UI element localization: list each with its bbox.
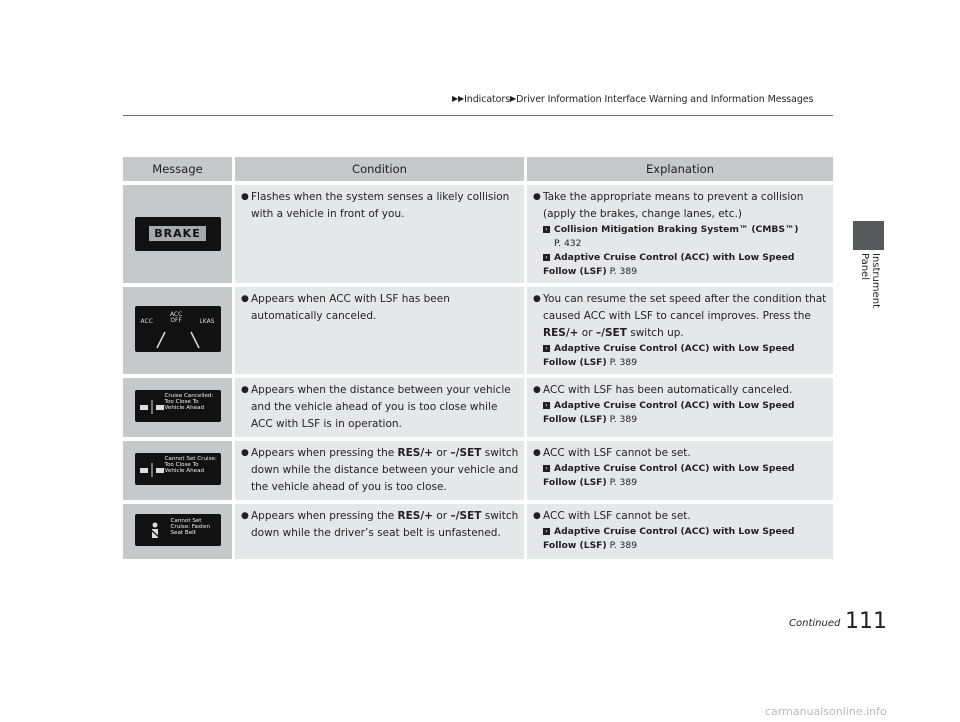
too-close-display-image xyxy=(135,390,221,422)
bullet-icon: ● xyxy=(241,294,249,304)
section-label: Instrument Panel xyxy=(859,253,881,309)
bullet-icon: ● xyxy=(241,448,249,458)
cross-reference[interactable]: › Adaptive Cruise Control (ACC) with Low Speed Follow (LSF) P. 389 xyxy=(543,343,795,368)
vehicle-distance-icon xyxy=(139,397,165,417)
cruise-cancelled-text: Cruise Cancelled: Too Close To Vehicle Ahead xyxy=(164,393,214,412)
explanation-cell xyxy=(527,437,833,500)
breadcrumb-arrow-icon: ▶ xyxy=(510,94,517,103)
acc-off-display-image xyxy=(135,306,221,352)
cross-reference[interactable]: › Collision Mitigation Braking System™ (CMBS™) P. 432 xyxy=(543,223,827,251)
condition-cell xyxy=(235,437,527,500)
breadcrumb-part-1[interactable]: Indicators xyxy=(464,94,511,105)
seat-belt-icon xyxy=(145,521,165,541)
reference-arrow-icon: › xyxy=(543,465,550,472)
table-row xyxy=(123,374,833,437)
table-header-row xyxy=(123,157,833,181)
header-message: Message xyxy=(123,157,235,181)
reference-arrow-icon: › xyxy=(543,402,550,409)
condition-cell xyxy=(235,181,527,283)
breadcrumb-arrow-icon: ▶▶ xyxy=(452,94,465,103)
reference-arrow-icon: › xyxy=(543,254,550,261)
condition-text: Appears when ACC with LSF has been automatically canceled. xyxy=(251,293,450,322)
explanation-cell xyxy=(527,181,833,283)
condition-text: Appears when pressing the RES/+ or –/SET switch down while the driver’s seat belt is unfastened. xyxy=(251,510,519,539)
explanation-cell xyxy=(527,374,833,437)
explanation-cell xyxy=(527,500,833,559)
table-row xyxy=(123,437,833,500)
table-row xyxy=(123,181,833,283)
message-image-cell xyxy=(123,437,235,500)
messages-table xyxy=(123,157,833,559)
explanation-text: ACC with LSF has been automatically canceled. xyxy=(543,384,793,396)
explanation-text: ACC with LSF cannot be set. xyxy=(543,447,691,459)
lkas-label: LKAS xyxy=(199,318,215,325)
breadcrumb xyxy=(452,94,813,105)
message-image-cell xyxy=(123,283,235,374)
seat-belt-display-image xyxy=(135,514,221,546)
lane-lines-icon xyxy=(135,306,221,352)
message-image-cell xyxy=(123,374,235,437)
bullet-icon: ● xyxy=(241,385,249,395)
table-row xyxy=(123,283,833,374)
reference-arrow-icon: › xyxy=(543,226,550,233)
explanation-cell xyxy=(527,283,833,374)
page-number: 111 xyxy=(845,609,887,634)
acc-label: ACC xyxy=(140,318,153,325)
table-row xyxy=(123,500,833,559)
header-condition: Condition xyxy=(235,157,527,181)
cannot-set-text: Cannot Set Cruise: Too Close To Vehicle Ahead xyxy=(164,456,217,475)
header-explanation: Explanation xyxy=(527,157,833,181)
message-image-cell xyxy=(123,181,235,283)
message-image-cell xyxy=(123,500,235,559)
condition-text: Appears when pressing the RES/+ or –/SET switch down while the distance between your vehicle and the vehicle ahead of you is too close. xyxy=(251,447,519,493)
condition-cell xyxy=(235,500,527,559)
acc-off-label: ACC OFF xyxy=(169,311,183,324)
vehicle-distance-icon xyxy=(139,460,165,480)
bullet-icon: ● xyxy=(533,192,541,202)
watermark: carmanualsonline.info xyxy=(765,705,887,718)
condition-cell xyxy=(235,374,527,437)
bullet-icon: ● xyxy=(533,511,541,521)
continued-label: Continued xyxy=(789,618,841,629)
explanation-text: You can resume the set speed after the condition that caused ACC with LSF to cancel improves. Press the RES/+ or –/SET switch up. xyxy=(543,293,827,339)
brake-display-image xyxy=(135,217,221,251)
brake-label: BRAKE xyxy=(149,226,205,241)
section-tab xyxy=(853,221,884,250)
cannot-set-seat-belt-text: Cannot Set Cruise: Fasten Seat Belt xyxy=(170,518,211,537)
explanation-text: Take the appropriate means to prevent a collision (apply the brakes, change lanes, etc.) xyxy=(543,191,804,220)
reference-arrow-icon: › xyxy=(543,528,550,535)
bullet-icon: ● xyxy=(533,294,541,304)
breadcrumb-part-2[interactable]: Driver Information Interface Warning and Information Messages xyxy=(516,94,814,105)
header-rule xyxy=(123,115,833,116)
explanation-text: ACC with LSF cannot be set. xyxy=(543,510,691,522)
condition-cell xyxy=(235,283,527,374)
reference-arrow-icon: › xyxy=(543,345,550,352)
condition-text: Flashes when the system senses a likely collision with a vehicle in front of you. xyxy=(251,191,510,220)
cross-reference[interactable]: › Adaptive Cruise Control (ACC) with Low Speed Follow (LSF) P. 389 xyxy=(543,400,795,425)
cross-reference[interactable]: › Adaptive Cruise Control (ACC) with Low Speed Follow (LSF) P. 389 xyxy=(543,463,795,488)
bullet-icon: ● xyxy=(533,448,541,458)
condition-text: Appears when the distance between your vehicle and the vehicle ahead of you is too close while ACC with LSF is in operation. xyxy=(251,384,511,430)
bullet-icon: ● xyxy=(533,385,541,395)
cannot-set-distance-display-image xyxy=(135,453,221,485)
bullet-icon: ● xyxy=(241,511,249,521)
cross-reference[interactable]: › Adaptive Cruise Control (ACC) with Low Speed Follow (LSF) P. 389 xyxy=(543,252,795,277)
cross-reference[interactable]: › Adaptive Cruise Control (ACC) with Low Speed Follow (LSF) P. 389 xyxy=(543,526,795,551)
bullet-icon: ● xyxy=(241,192,249,202)
